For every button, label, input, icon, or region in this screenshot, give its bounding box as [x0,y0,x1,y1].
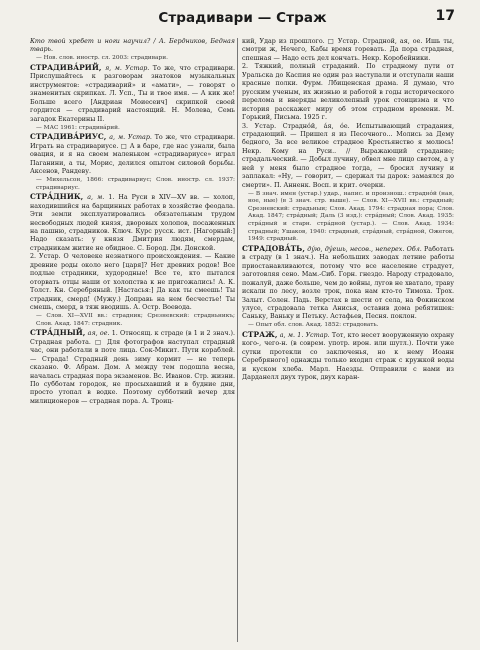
entry-reference: — Михельсон, 1866: страдивариус; Слов. иностр. сл. 1937: страдивариус. [36,177,235,191]
entry-body-sense-2: 2. Устар. О человеке незнатного происхождения. — Какие древние роды около него [царя]? Нет древних родов! Все подлые страдники, худородные! Все те, кто пытался оторвать отцы наши от холопства к не пригожались! А. К. Толст. Кн. Серебряный. [Настасья:] Да как ты смеешь! Ты страдник, смерд! (Мужу.) Доправь на нем бесчестье! Ты смешь, смерд, в тяж вводишь. А. Остр. Воевода. [30,253,235,312]
entry-stradnik [30,193,235,253]
intro-quote: Кто твой хребет и ноги научил? / А. Бердников, Бедная тварь. [30,38,235,54]
headword: СТРАДИВА́РИУС, [30,132,107,142]
right-column [242,38,454,642]
sense-3: 3. Устар. Страдно́й, а́я, о́е. Испытывающий страдания, страдающий. — Пришел я из Песочного... Молись за Дему бедного, За все великое страдное Крестьянство я молюсь! Некр. Кому на Руси.. // Выражающий страдание; страдальческий. — Добыл лучину, обвел мне лицо светом, а у ней у меня было страдное тогда, — бросил лучину и заплакал: «Ну, — говорит, — сдержал ты дарок: замаялся до смерти». П. Анненк. Восп. и крит. очерки. [242,122,454,189]
entry-body: Работать в страду (в 1 знач.). На небольших заводах летние работы приостанавливаются, потому что все население страдует, заготовляя сено. Мам.-Сиб. Горн. гнездо. Народу страдовало, пожалуй, даже больше, чем до войны, лугов не хватало, траву искали по лесу, возле трок, пока нам кто-то Тимоха. Трох. Залыт. Солен. Падь. Верстах в шести от села, на Фокинском улусе, страдовала тетка Анисья, оставив дома ребятишек: Саньку, Ваньку и Петьку. Астафьев, Песня. поклон. [242,245,454,321]
entry-strazh [242,331,454,383]
headword: СТРАДОВА́ТЬ, [242,243,305,253]
grammar-note: ду́ю, ду́ешь, несов., неперех. Обл. [307,245,422,253]
page-number: 17 [435,8,455,24]
entry-reference: — Опыт обл. слов. Акад. 1852: страдовать. [248,322,379,329]
headword: СТРА́ДНИК, [30,192,84,202]
entry-body: То же, что страдивари. Играть на страдивариусе. □ А в баре, где нас узнали, была овация, и я на своем маленьком «страдивариусе» играл Паганини, а ты, Морис, делился опытом силовой борьбы. Аксенов, Рандеву. [30,134,235,176]
headword: СТРА́ДНЫЙ, [30,328,86,338]
page-header [30,8,455,32]
entry-body: То же, что страдивари. Прислушайтесь к разговорам знатоков музыкальных инструментов: «страдиварий» и «амати», — говорят о знаменитых скрипках. Л. Усп., Ты и твое имя. — А кик же! Больше всего [Андриан Моиесеич] скрипкой своей гордится — страдиварий настоящий. Н. Молева, Семь загадок Екатерины II. [30,65,235,123]
column-divider [237,38,238,642]
grammar-note: а, м. [87,194,105,202]
entry-body: Тот, кто несет вооруженную охрану кого-, чего-н. (в соврем. употр. ирон. или шутл.). Почти уже сутки протекли со заключенья, но к нему Иоанн Серебряного] однажды только входил страж с кружкой воды и куском хлеба. Марл. Наезды. Отправили с нами из Дарданелл двух турок, двух каран- [242,331,454,382]
entry-stradivarius [30,133,235,176]
left-column [30,38,235,642]
entry-body: 1. Относящ. к страде (в 1 и 2 знач.). Страдная работа. □ Для фотографов наступал страдный час, они работали в поте лица. Сок-Микит. Пути кораблей. — Страда! Страдный день зиму кормит — не теперь сказано. Ф. Абрам. Дом. А между тем подошла весна, началась страдная пора экзаменов. Вс. Иванов. Стр. жизни. По субботам городок, не просыхавший и в будние дни, просто утопал в водке. Поэтому субботний вечер для милиционеров — страдная пора. А. Троиц- [30,330,235,405]
entry-stradovat [242,245,454,322]
intro-reference: — Нов. слов. иностр. сл. 2003: страдивари. [36,55,168,62]
grammar-note: а, м. 1. Устар. [279,331,330,339]
sense-2: 2. Тяжкий, полный страданий. По страдному пути от Уральска до Каспия не один раз наступали и отступали наши красные полки. Фурм. Лбищенская драма. Я думаю, что русским ученым, их жизнью и работой в годы исторического перелома и внеряды великолепный урок стоицизма и что история расскажет миру об этом страдном времени. М. Горький, Письма. 1925 г. [242,63,454,122]
entry-reference: — В знач. имен (устар.) удар., напис. и произнош.: страдно́й (ная, ное, ные) (в 3 знач. стр. выше). — Слов. XI—XVII вв.: страдный; Срезневский: страдьныи; Слов. Акад. 1794: страдная пора; Слов. Акад. 1847; стра́дный; Даль (3 изд.): стра́дный; Слов. Акад. 1935: стра́дный и старн. стра́дной (устар.). — Слов. Акад. 1934: страдный; Ушаков, 1940: страдный, стра́дный, стра́дной, Ожегов, 1949: страдный. [248,190,454,243]
entry-body: 1. На Руси в XIV—XV вв. — холоп, находившийся на барщинных работах в хозяйстве феодала. Эти земли эксплуатировались обязательным трудом несвободных людей князя, дворовых холопов, посаженных на пашню, страдников. Ключ. Курс русск. ист. [Нагорный:] Надо сказать: у князя Дмитрия людям, смердам, страдникам житие не обидное. С. Бород. Дм. Донской. [30,194,235,252]
entry-stradivariy [30,64,235,124]
entry-stradnyy [30,329,235,406]
headword: СТРАЖ, [242,329,278,339]
entry-reference: — Слов. XI—XVII вв.: страдник; Срезневский: страдньникъ; Слов. Акад. 1847: страдник. [36,313,235,327]
grammar-note: ая, ое. [87,330,110,338]
grammar-note: а, м. Устар. [109,134,152,142]
entry-reference: — МАС 1961: страдива́рий. [36,124,120,131]
continued-text: кий, Удар из прошлого. □ Устар. Страдной, ая, ое. Ишь ты, смотри ж, Нечего, Кабы время горевать. Да пора страдная, спешная — Надо есть дел кончать. Некр. Коробейники. [242,38,454,62]
grammar-note: я, м. Устар. [104,65,150,72]
headword: СТРАДИВА́РИЙ, [30,63,102,72]
running-head: Страдивари — Страж [158,10,327,26]
